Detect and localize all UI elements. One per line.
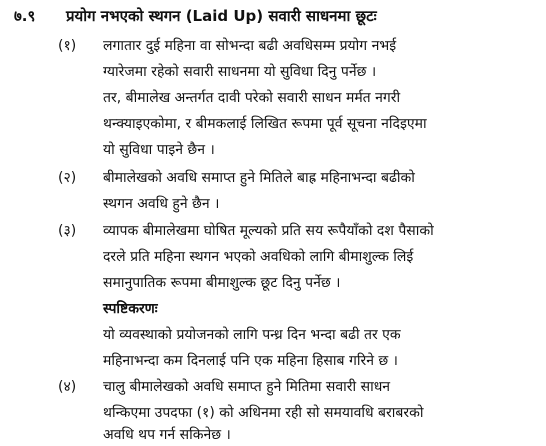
- item-marker: (४): [58, 379, 77, 395]
- item-text-line: यो सुविधा पाइने छैन ।: [103, 142, 215, 158]
- item-text-line: बीमालेखको अवधि समाप्त हुने मितिले बाह्र महिनाभन्दा बढीको: [103, 170, 415, 186]
- section-number: ७.९: [14, 7, 36, 25]
- item-text-line: थन्क्याइएकोमा, र बीमकलाई लिखित रूपमा पूर्व सूचना नदिइएमा: [103, 116, 427, 132]
- item-text-line: तर, बीमालेख अन्तर्गत दावी परेको सवारी साधन मर्मत नगरी: [103, 90, 401, 106]
- item-text-line: लगातार दुई महिना वा सोभन्दा बढी अवधिसम्म प्रयोग नभई: [103, 38, 397, 54]
- section-title: प्रयोग नभएको स्थगन (Laid Up) सवारी साधनमा छूटः: [66, 7, 377, 25]
- item-text-line: चालु बीमालेखको अवधि समाप्त हुने मितिमा सवारी साधन: [103, 379, 391, 395]
- item-text-line: थन्किएमा उपदफा (१) को अधिनमा रही सो समयावधि बराबरको: [103, 405, 424, 421]
- item-text-line: ग्यारेजमा रहेको सवारी साधनमा यो सुविधा दिनु पर्नेछ ।: [103, 64, 377, 80]
- item-text-line: स्थगन अवधि हुने छैन ।: [103, 196, 220, 212]
- item-text-line: दरले प्रति महिना स्थगन भएको अवधिको लागि बीमाशुल्क लिई: [103, 249, 414, 265]
- item-marker: (१): [58, 38, 77, 54]
- clarification-text-line: यो व्यवस्थाको प्रयोजनको लागि पन्ध्र दिन भन्दा बढी तर एक: [103, 327, 401, 343]
- item-marker: (३): [58, 223, 77, 239]
- clarification-heading: स्पष्टिकरणः: [103, 301, 158, 317]
- item-text-line: व्यापक बीमालेखमा घोषित मूल्यको प्रति सय रूपैयाँको दश पैसाको: [103, 223, 434, 239]
- item-text-line: अवधि थप गर्न सकिनेछ ।: [103, 427, 231, 443]
- item-text-line: समानुपातिक रूपमा बीमाशुल्क छूट दिनु पर्नेछ ।: [103, 275, 341, 291]
- clarification-text-line: महिनाभन्दा कम दिनलाई पनि एक महिना हिसाब गरिने छ ।: [103, 353, 398, 369]
- item-marker: (२): [58, 170, 77, 186]
